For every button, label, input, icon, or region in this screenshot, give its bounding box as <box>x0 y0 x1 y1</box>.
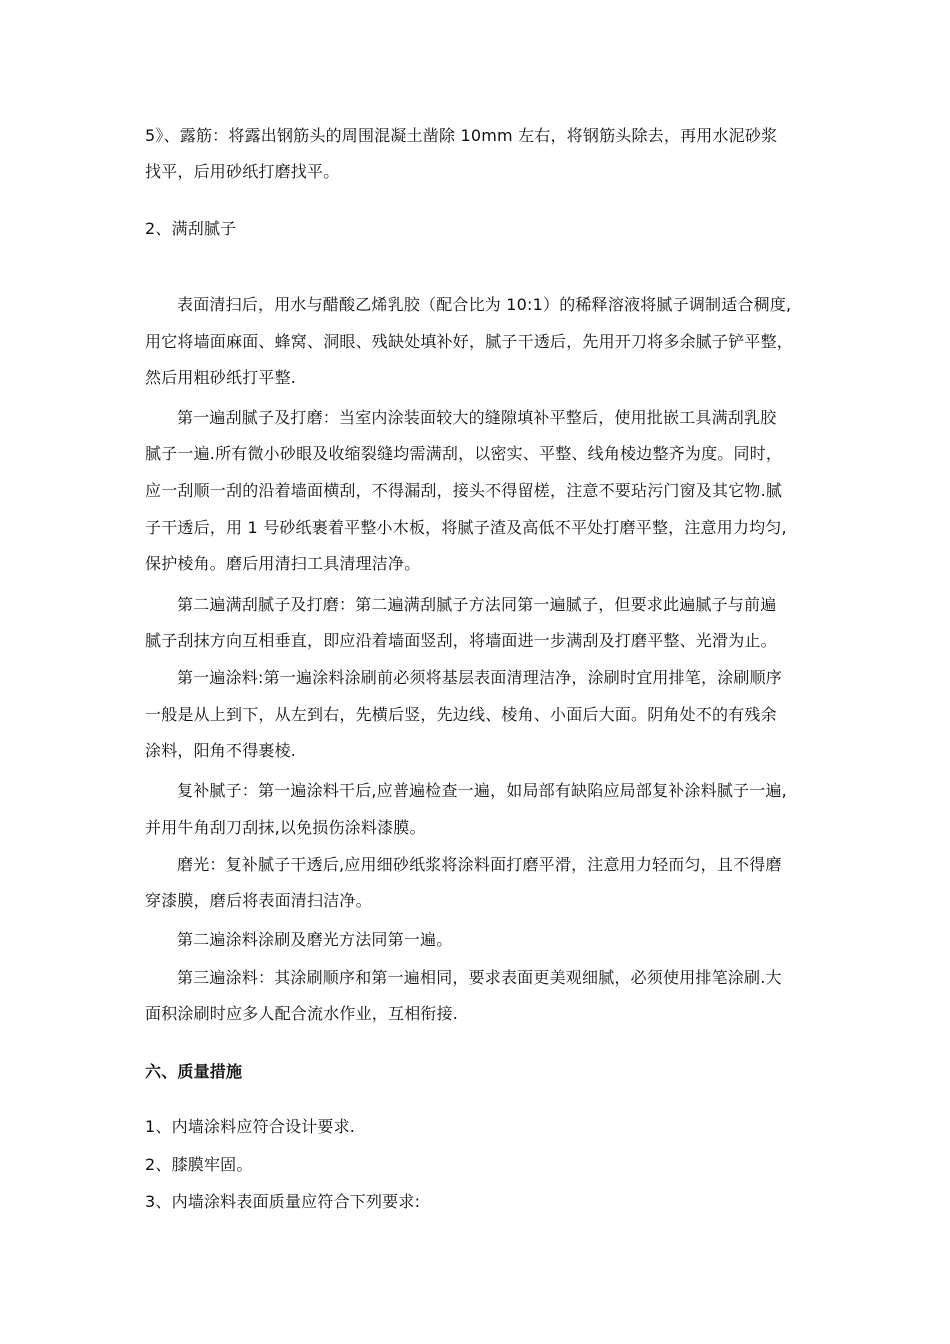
list-item: 1、内墙涂料应符合设计要求. <box>145 1117 356 1136</box>
paragraph-line: 复补腻子：第一遍涂料干后,应普遍检查一遍，如局部有缺陷应局部复补涂料腻子一遍, <box>177 781 787 800</box>
paragraph-line: 保护棱角。磨后用清扫工具清理洁净。 <box>145 554 421 573</box>
paragraph-line: 表面清扫后，用水与醋酸乙烯乳胶（配合比为 10:1）的稀释溶液将腻子调制适合稠度, <box>177 295 792 314</box>
section-heading: 2、满刮腻子 <box>145 219 237 238</box>
list-item: 3、内墙涂料表面质量应符合下列要求: <box>145 1192 421 1211</box>
paragraph-line: 然后用粗砂纸打平整. <box>145 368 297 387</box>
paragraph-line: 用它将墙面麻面、蜂窝、洞眼、残缺处填补好，腻子干透后，先用开刀将多余腻子铲平整， <box>145 332 794 351</box>
paragraph-line: 应一刮顺一刮的沿着墙面横刮，不得漏刮，接头不得留槎，注意不要玷污门窗及其它物.腻 <box>145 481 783 500</box>
paragraph-line: 第一遍涂料:第一遍涂料涂刷前必须将基层表面清理洁净，涂刷时宜用排笔，涂刷顺序 <box>177 668 782 687</box>
paragraph-line: 腻子一遍.所有微小砂眼及收缩裂缝均需满刮，以密实、平整、线角棱边整齐为度。同时， <box>145 444 783 463</box>
paragraph-line: 第一遍刮腻子及打磨：当室内涂装面较大的缝隙填补平整后，使用批嵌工具满刮乳胶 <box>177 408 777 427</box>
list-item: 2、膝膜牢固。 <box>145 1155 253 1174</box>
paragraph-line: 一般是从上到下，从左到右，先横后竖，先边线、棱角、小面后大面。阴角处不的有残余 <box>145 705 777 724</box>
paragraph-line: 第二遍满刮腻子及打磨：第二遍满刮腻子方法同第一遍腻子，但要求此遍腻子与前遍 <box>177 595 777 614</box>
paragraph-line: 第三遍涂料：其涂刷顺序和第一遍相同，要求表面更美观细腻，必须使用排笔涂刷.大 <box>177 968 782 987</box>
paragraph-line: 腻子刮抹方向互相垂直，即应沿着墙面竖刮，将墙面进一步满刮及打磨平整、光滑为止。 <box>145 631 777 650</box>
paragraph-line: 找平，后用砂纸打磨找平。 <box>145 162 340 181</box>
section-heading: 六、质量措施 <box>145 1062 243 1081</box>
paragraph-line: 涂料，阳角不得裹棱. <box>145 741 297 760</box>
paragraph-line: 5》、露筋：将露出钢筋头的周围混凝土凿除 10mm 左右，将钢筋头除去，再用水泥砂浆 <box>145 126 778 145</box>
paragraph-line: 子干透后，用 1 号砂纸裹着平整小木板，将腻子渣及高低不平处打磨平整，注意用力均匀, <box>145 518 787 537</box>
paragraph-line: 穿漆膜，磨后将表面清扫洁净。 <box>145 891 372 910</box>
paragraph-line: 第二遍涂料涂刷及磨光方法同第一遍。 <box>177 930 453 949</box>
paragraph-line: 磨光：复补腻子干透后,应用细砂纸浆将涂料面打磨平滑，注意用力轻而匀，且不得磨 <box>177 855 782 874</box>
paragraph-line: 面积涂刷时应多人配合流水作业，互相衔接. <box>145 1004 459 1023</box>
paragraph-line: 并用牛角刮刀刮抹,以免损伤涂料漆膜。 <box>145 818 426 837</box>
